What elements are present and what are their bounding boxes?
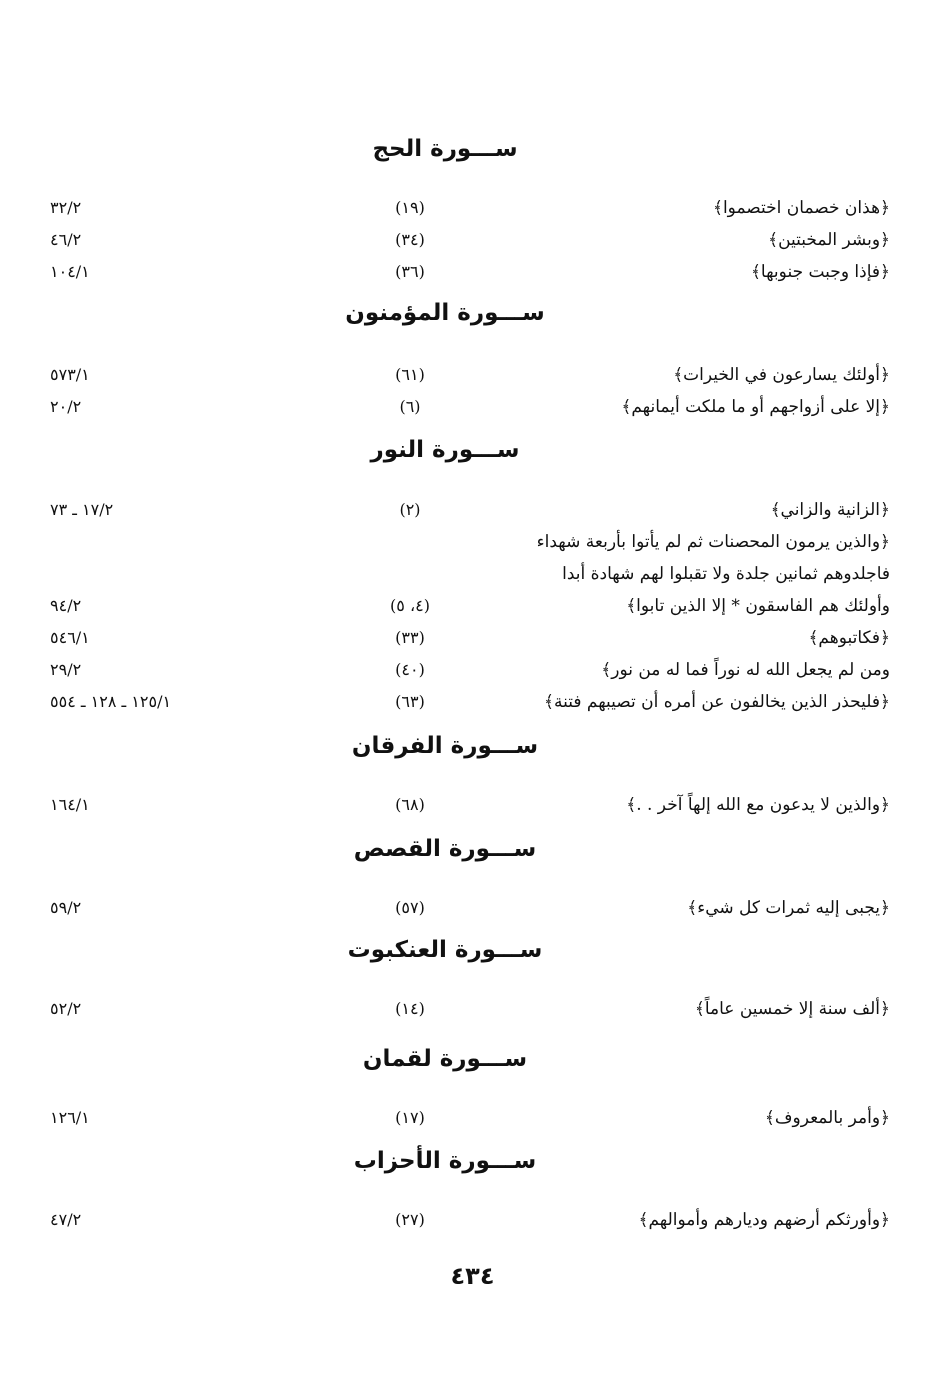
verse-text: ﴿فليحذر الذين يخالفون عن أمره أن تصيبهم فتنة﴾: [544, 692, 890, 712]
ayah-number: (٢٧): [395, 1210, 425, 1229]
ayah-number: (٣٣): [395, 628, 425, 647]
surah-title: ســـورة المؤمنون: [345, 300, 545, 326]
surah-title: ســـورة العنكبوت: [347, 937, 543, 963]
verse-text: ومن لم يجعل الله له نوراً فما له من نور﴾: [601, 660, 890, 680]
index-entry: [0, 789, 945, 821]
index-entry: [0, 993, 945, 1025]
verse-text: ﴿وأمر بالمعروف﴾: [764, 1108, 890, 1128]
index-entry: [0, 654, 945, 686]
index-entry: [0, 359, 945, 391]
verse-text: ﴿ألف سنة إلا خمسين عاماً﴾: [694, 999, 890, 1019]
page-reference: ٥٢/٢: [50, 999, 82, 1018]
ayah-number: (٤٠): [395, 660, 425, 679]
verse-text: ﴿فكاتبوهم﴾: [808, 628, 890, 648]
index-entry: [0, 1102, 945, 1134]
page-reference: ٥٩/٢: [50, 898, 82, 917]
page-reference: ٣٢/٢: [50, 198, 82, 217]
index-entry: [0, 224, 945, 256]
verse-text: ﴿أولئك يسارعون في الخيرات﴾: [673, 365, 890, 385]
page-reference: ٥٧٣/١: [50, 365, 90, 384]
verse-text: ﴿وبشر المخبتين﴾: [768, 230, 890, 250]
verse-text: ﴿الزانية والزاني﴾: [770, 500, 890, 520]
page-reference: ٥٤٦/١: [50, 628, 90, 647]
index-entry: [0, 622, 945, 654]
ayah-number: (٦١): [395, 365, 425, 384]
index-entry: [0, 1204, 945, 1236]
surah-title: ســـورة الحج: [372, 136, 518, 162]
page-reference: ٩٤/٢: [50, 596, 82, 615]
surah-title: ســـورة الفرقان: [351, 733, 539, 759]
surah-title: ســـورة لقمان: [362, 1046, 528, 1072]
ayah-number: (٢): [399, 500, 421, 519]
page-reference: ١٧/٢ ـ ٧٣: [50, 500, 114, 519]
page-reference: ١٦٤/١: [50, 795, 90, 814]
index-entry: [0, 256, 945, 288]
index-entry: [0, 558, 945, 590]
index-entry: [0, 526, 945, 558]
index-entry: [0, 391, 945, 423]
verse-text: ﴿يجبى إليه ثمرات كل شيء﴾: [687, 898, 890, 918]
ayah-number: (٥٧): [395, 898, 425, 917]
index-entry: [0, 892, 945, 924]
index-entry: [0, 494, 945, 526]
index-entry: [0, 590, 945, 622]
verse-text: وأولئك هم الفاسقون * إلا الذين تابوا﴾: [626, 596, 890, 616]
ayah-number: (٦٣): [395, 692, 425, 711]
ayah-number: (١٩): [395, 198, 425, 217]
page-reference: ٤٧/٢: [50, 1210, 82, 1229]
page-reference: ١٢٥/١ ـ ١٢٨ ـ ٥٥٤: [50, 692, 172, 711]
page-number: ٤٣٤: [450, 1262, 495, 1290]
ayah-number: (٣٦): [395, 262, 425, 281]
page-reference: ٢٩/٢: [50, 660, 82, 679]
index-entry: [0, 686, 945, 718]
ayah-number: (٣٤): [395, 230, 425, 249]
ayah-number: (٤، ٥): [390, 596, 430, 615]
page-reference: ٢٠/٢: [50, 397, 82, 416]
verse-text: ﴿هذان خصمان اختصموا﴾: [712, 198, 890, 218]
surah-title: ســـورة النور: [370, 437, 520, 463]
page-reference: ١٠٤/١: [50, 262, 90, 281]
surah-title: ســـورة القصص: [353, 836, 537, 862]
verse-text: ﴿إلا على أزواجهم أو ما ملكت أيمانهم﴾: [621, 397, 890, 417]
index-entry: [0, 192, 945, 224]
verse-text: ﴿فإذا وجبت جنوبها﴾: [750, 262, 890, 282]
ayah-number: (١٤): [395, 999, 425, 1018]
verse-text: فاجلدوهم ثمانين جلدة ولا تقبلوا لهم شهادة أبدا: [562, 564, 890, 584]
page-reference: ٤٦/٢: [50, 230, 82, 249]
page-reference: ١٢٦/١: [50, 1108, 90, 1127]
verse-text: ﴿والذين يرمون المحصنات ثم لم يأتوا بأربعة شهداء: [536, 532, 890, 552]
verse-text: ﴿وأورثكم أرضهم وديارهم وأموالهم﴾: [638, 1210, 890, 1230]
ayah-number: (٦): [399, 397, 421, 416]
verse-text: ﴿والذين لا يدعون مع الله إلهاً آخر . .﴾: [626, 795, 890, 815]
ayah-number: (١٧): [395, 1108, 425, 1127]
ayah-number: (٦٨): [395, 795, 425, 814]
surah-title: ســـورة الأحزاب: [353, 1148, 537, 1174]
